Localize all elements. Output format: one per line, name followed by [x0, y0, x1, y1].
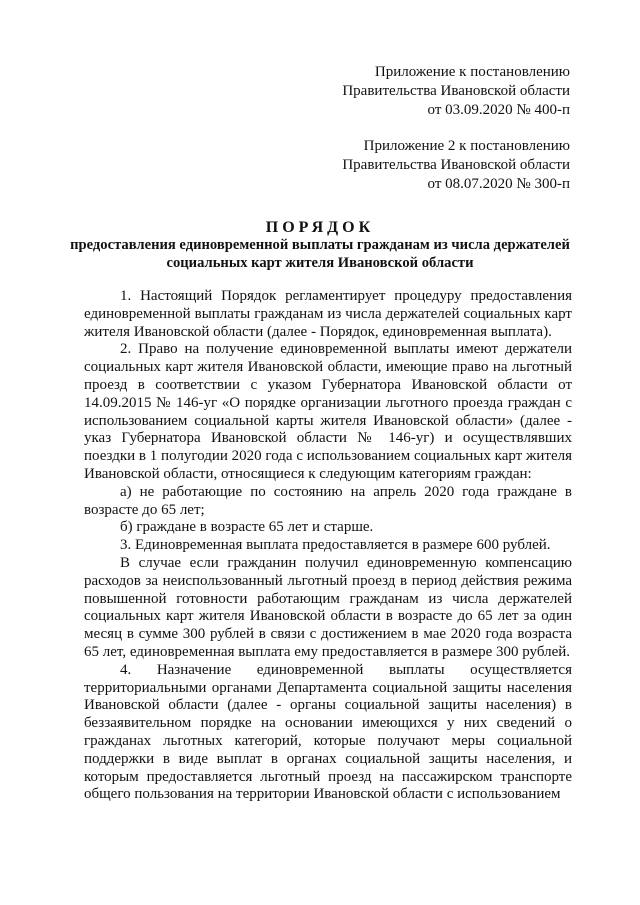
appendix-1-line-1: Приложение к постановлению: [374, 64, 570, 80]
appendix-reference-1: [342, 63, 570, 120]
appendix-2-line-2: Правительства Ивановской области: [342, 157, 570, 173]
appendix-2-line-1: Приложение 2 к постановлению: [363, 138, 570, 154]
paragraph-3-note: В случае если гражданин получил единовременную компенсацию расходов за неиспользованный льготный проезд в период действия режима повышенной готовности работающим гражданам из числа держателей социальных карт жителя Ивановской области в возрасте до 65 лет за один месяц в сумме 300 рублей в связи с достижением в мае 2020 года возраста 65 лет, единовременная выплата ему предоставляется в размере 300 рублей.: [84, 554, 572, 660]
document-body: [84, 288, 572, 804]
paragraph-3: 3. Единовременная выплата предоставляется в размере 600 рублей.: [120, 537, 551, 554]
paragraph-2: 2. Право на получение единовременной выплаты имеют держатели социальных карт жителя Ивановской области, имеющие право на льготный проезд в соответствии с указом Губернатора Ивановской области от 14.09.2015 № 146-уг «О порядке организации льготного проезда граждан с использованием социальной карты жителя Ивановской области» (далее - указ Губернатора Ивановской области № 146-уг) и осуществлявших поездки в 1 полугодии 2020 года с использованием социальных карт жителя Ивановской области, относящиеся к следующим категориям граждан:: [84, 341, 572, 482]
document-subtitle: предоставления единовременной выплаты гражданам из числа держателей социальных карт жителя Ивановской области: [70, 237, 570, 271]
paragraph-4: 4. Назначение единовременной выплаты осуществляется территориальными органами Департамента социальной защиты населения Ивановской области (далее - органы социальной защиты населения) в беззаявительном порядке на основании имеющихся у них сведений о гражданах льготных категорий, которые получают меры социальной поддержки в виде выплат в органах социальной защиты населения, и которым предоставляется льготный проезд на пассажирском транспорте общего пользования на территории Ивановской области с использованием: [84, 661, 572, 803]
appendix-reference-2: [342, 137, 570, 194]
paragraph-2a: а) не работающие по состоянию на апрель 2020 года граждане в возрасте до 65 лет;: [84, 483, 572, 518]
paragraph-2b: б) граждане в возрасте 65 лет и старше.: [120, 519, 374, 536]
appendix-1-line-3: от 03.09.2020 № 400-п: [427, 102, 570, 118]
paragraph-1: 1. Настоящий Порядок регламентирует процедуру предоставления единовременной выплаты гражданам из числа держателей социальных карт жителя Ивановской области (далее - Порядок, единовременная выплата).: [84, 288, 572, 340]
appendix-2-line-3: от 08.07.2020 № 300-п: [427, 176, 570, 192]
appendix-1-line-2: Правительства Ивановской области: [342, 83, 570, 99]
document-title: ПОРЯДОК: [265, 219, 375, 236]
